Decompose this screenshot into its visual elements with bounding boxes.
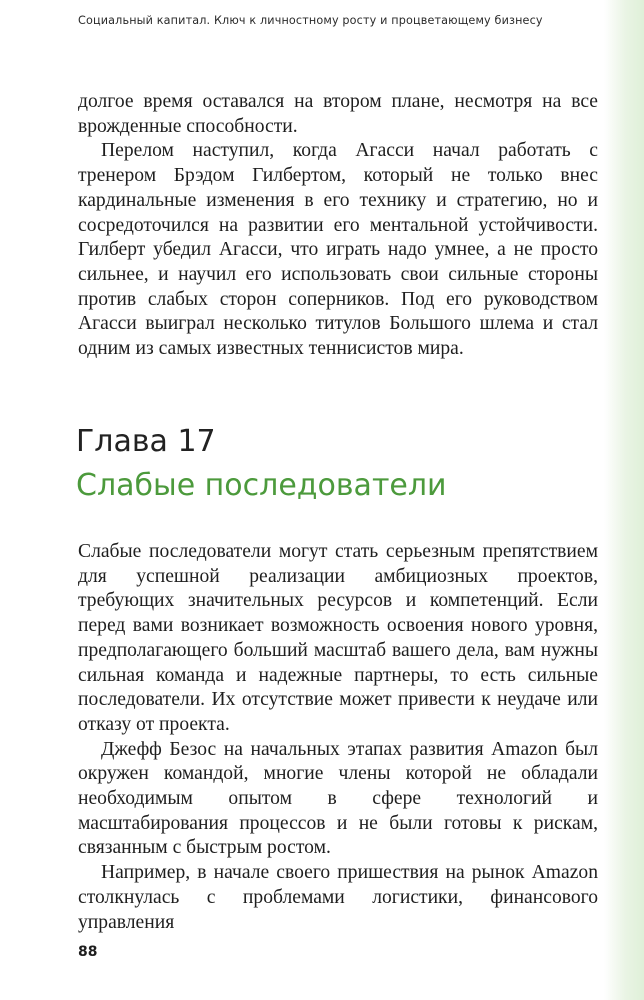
paragraph: Например, в начале своего пришествия на рынок Amazon столкнулась с проблемами логистики, финансового управления <box>78 862 598 933</box>
paragraph: Перелом наступил, когда Агасси начал работать с тренером Брэдом Гилбертом, который не только внес кардинальные изменения в его технику и стратегию, но и сосредоточился на развитии его ментальной устойчивости. Гилберт убедил Агасси, что играть надо умнее, а не просто сильнее, и научил его использовать свои сильные стороны против слабых сторон соперников. Под его руководством Агасси выиграл несколько титулов Большого шлема и стал одним из самых известных теннисистов мира. <box>78 140 598 360</box>
page-number: 88 <box>78 944 98 960</box>
text-block-agassi <box>78 90 598 362</box>
chapter-title: Слабые последователи <box>76 468 447 503</box>
paragraph: Слабые последователи могут стать серьезным препятствием для успешной реализации амбициозных проектов, требующих значительных ресурсов и компетенций. Если перед вами возникает возможность освоения нового уровня, предполагающего больший масштаб вашего дела, вам нужны сильная команда и надежные партнеры, то есть сильные последователи. Их отсутствие может привести к неудаче или отказу от проекта. <box>78 541 598 735</box>
running-header: Социальный капитал. Ключ к личностному росту и процветающему бизнесу <box>78 14 543 27</box>
text-block-weak-followers <box>78 540 598 935</box>
paragraph: Джефф Безос на начальных этапах развития Amazon был окружен командой, многие члены которой не обладали необходимым опытом в сфере технологий и масштабирования процессов и не были готовы к рискам, связанным с быстрым ростом. <box>78 738 598 859</box>
chapter-number: Глава 17 <box>76 424 216 459</box>
paragraph: долгое время оставался на втором плане, несмотря на все врожденные способности. <box>78 91 598 137</box>
page-edge-accent <box>604 0 644 1000</box>
